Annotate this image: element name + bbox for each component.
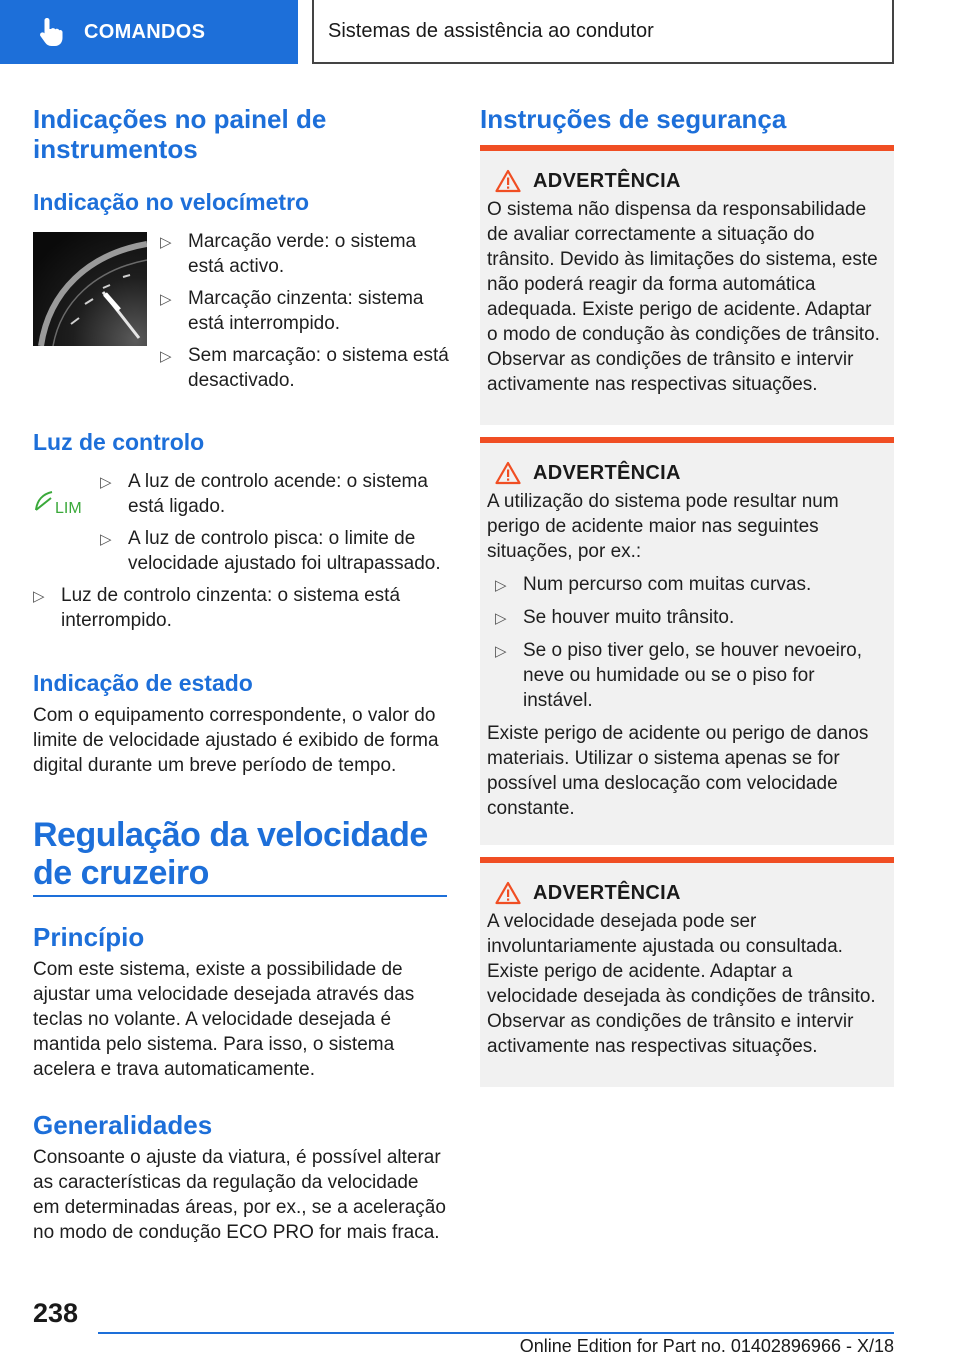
warning-triangle-icon bbox=[495, 169, 521, 193]
warning-title-row bbox=[487, 169, 886, 193]
warning-list bbox=[487, 572, 886, 713]
triangle-bullet-icon: ▷ bbox=[495, 577, 507, 594]
estado-paragraph: Com o equipamento correspondente, o valor do limite de velocidade ajustado é exibido de forma digital durante um breve período de tempo. bbox=[33, 705, 439, 776]
triangle-bullet-icon: ▷ bbox=[100, 531, 112, 548]
list-item: ▷ Se houver muito trânsito. bbox=[495, 605, 886, 631]
warning-box bbox=[480, 857, 894, 1087]
list-item: ▷ A luz de controlo acende: o sistema está ligado. bbox=[100, 471, 428, 517]
subheading-block bbox=[33, 428, 448, 456]
warning-box bbox=[480, 145, 894, 425]
triangle-bullet-icon: ▷ bbox=[100, 474, 112, 491]
list-item: ▷ A luz de controlo pisca: o limite de velocidade ajustado foi ultrapassado. bbox=[100, 528, 441, 574]
list-item: ▷ Se o piso tiver gelo, se houver nevoeiro, neve ou humidade ou se o piso for instável. bbox=[495, 640, 863, 711]
triangle-bullet-icon: ▷ bbox=[495, 643, 507, 660]
hand-pointer-icon bbox=[34, 14, 70, 50]
speed-limit-indicator-icon bbox=[33, 484, 87, 518]
chapter-title: Sistemas de assistência ao condutor bbox=[328, 19, 654, 42]
list-item: ▷ Luz de controlo cinzenta: o sistema está interrompido. bbox=[33, 585, 401, 631]
heading-estado: Indicação de estado bbox=[33, 670, 253, 696]
estado-section bbox=[33, 669, 448, 778]
triangle-bullet-icon: ▷ bbox=[160, 234, 172, 251]
warning-box bbox=[480, 437, 894, 845]
heading-velocimetro: Indicação no velocímetro bbox=[33, 189, 310, 215]
page-number: 238 bbox=[33, 1298, 79, 1328]
triangle-bullet-icon: ▷ bbox=[33, 588, 45, 605]
heading-regulacao: Regulação da velocidade de cruzeiro bbox=[33, 816, 428, 892]
section-tab bbox=[0, 0, 298, 64]
principio-section bbox=[33, 922, 448, 1082]
velocimetro-list bbox=[160, 229, 452, 393]
warning-text: A velocidade desejada pode ser involuntariamente ajustada ou consultada. Existe perigo de acidente. Adaptar a velocidade desejada às condições de trânsito. Observar as condições de trânsito e intervir activamente nas respectivas situações. bbox=[487, 911, 876, 1057]
subheading-block bbox=[33, 188, 448, 216]
heading-generalidades: Generalidades bbox=[33, 1110, 213, 1140]
warning-text: O sistema não dispensa da responsabilidade de avaliar correctamente a situação do trânsito. Devido às limitações do sistema, este não poderá reagir da forma automática adequada. Existe perigo de acidente. Adaptar o modo de condução às condições de trânsito. Observar as condições de trânsito e intervir activamente nas respectivas situações. bbox=[487, 199, 880, 395]
generalidades-section bbox=[33, 1110, 448, 1245]
heading-seguranca: Instruções de segurança bbox=[480, 104, 787, 134]
warning-text: A utilização do sistema pode resultar num perigo de acidente maior nas seguintes situações, por ex.: bbox=[487, 491, 839, 562]
lim-label: LIM bbox=[55, 500, 82, 517]
warning-title-row bbox=[487, 461, 886, 485]
warning-triangle-icon bbox=[495, 881, 521, 905]
list-item: ▷ Num percurso com muitas curvas. bbox=[495, 572, 886, 598]
warning-title: ADVERTÊNCIA bbox=[533, 881, 681, 904]
regulacao-section bbox=[33, 816, 447, 897]
heading-block bbox=[33, 104, 448, 164]
warning-title-row bbox=[487, 881, 886, 905]
warning-title: ADVERTÊNCIA bbox=[533, 461, 681, 484]
luz-list bbox=[100, 469, 450, 576]
heading-luz: Luz de controlo bbox=[33, 429, 205, 455]
triangle-bullet-icon: ▷ bbox=[160, 348, 172, 365]
list-item: ▷ Marcação verde: o sistema está activo. bbox=[160, 231, 417, 277]
warning-triangle-icon bbox=[495, 461, 521, 485]
list-item: ▷ Marcação cinzenta: sistema está interrompido. bbox=[160, 288, 424, 334]
heading-principio: Princípio bbox=[33, 922, 145, 952]
triangle-bullet-icon: ▷ bbox=[495, 610, 507, 627]
triangle-bullet-icon: ▷ bbox=[160, 291, 172, 308]
speedometer-image bbox=[33, 232, 147, 346]
warning-text-secondary: Existe perigo de acidente ou perigo de danos materiais. Utilizar o sistema apenas se for possível uma deslocação com velocidade constante. bbox=[487, 723, 869, 819]
luz-list-extra bbox=[33, 583, 443, 633]
edition-text: Online Edition for Part no. 01402896966 - X/18 bbox=[519, 1336, 894, 1356]
list-item: ▷ Sem marcação: o sistema está desactivado. bbox=[160, 345, 449, 391]
generalidades-paragraph: Consoante o ajuste da viatura, é possível alterar as características da regulação da velocidade em determinadas áreas, por ex., se a aceleração no modo de condução ECO PRO for mais fraca. bbox=[33, 1147, 446, 1243]
heading-indicacoes: Indicações no painel de instrumentos bbox=[33, 104, 327, 164]
footer-rule bbox=[98, 1332, 894, 1334]
seguranca-heading-block bbox=[480, 104, 894, 134]
section-title: COMANDOS bbox=[84, 20, 206, 43]
warning-title: ADVERTÊNCIA bbox=[533, 169, 681, 192]
principio-paragraph: Com este sistema, existe a possibilidade de ajustar uma velocidade desejada através das teclas no volante. A velocidade desejada é mantida pelo sistema. Para isso, o sistema acelera e trava automaticamente. bbox=[33, 959, 415, 1080]
heading-rule bbox=[33, 895, 447, 897]
chapter-header bbox=[312, 0, 894, 64]
